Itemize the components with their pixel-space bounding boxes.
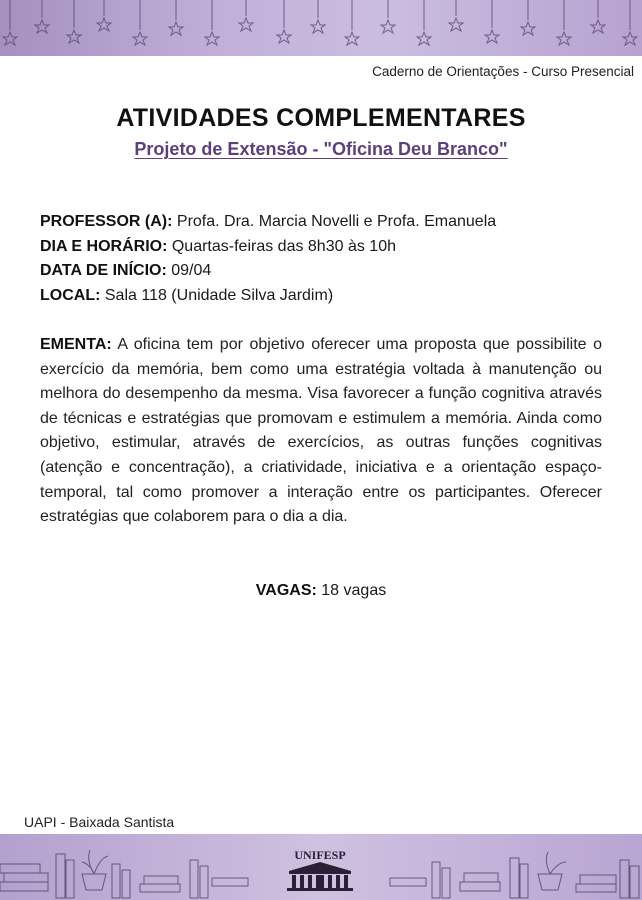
subtitle-text: Projeto de Extensão - "Oficina Deu Branco" [134,139,508,159]
location-label: LOCAL: [40,286,101,304]
vagas-label: VAGAS: [255,582,317,599]
start-date-value: 09/04 [166,262,212,279]
plant-pot-icon-right [538,852,566,890]
building-icon [287,862,353,891]
location-value: Sala 118 (Unidade Silva Jardim) [100,286,334,304]
book-stack-icon [0,854,74,898]
logo-text: UNIFESP [294,848,346,862]
hanging-stars-decoration [0,0,642,56]
professor-value: Profa. Dra. Marcia Novelli e Profa. Emanuela [172,213,497,230]
page-title: ATIVIDADES COMPLEMENTARES [116,104,526,132]
vagas-line [0,582,642,600]
schedule-label: DIA E HORÁRIO: [40,237,168,255]
unifesp-logo [275,846,365,894]
top-banner [0,0,642,56]
ementa-text: A oficina tem por objetivo oferecer uma proposta que possibilite o exercício da memória, bem como uma estratégia voltada à manutenção ou melhora do desempenho da mesma. Visa favorecer a função cognitiva através de técnicas e estratégias que promovam e estimulem a memória. Ainda como objetivo, estimular, através de exercícios, as outras funções cognitivas (atenção e concentração), a criatividade, iniciativa e a orientação espaço-temporal, tal como promover a interação entre os participantes. Oferecer estratégias que colaborem para o dia a dia. [40,336,602,526]
professor-label: PROFESSOR (A): [40,213,173,230]
footer-unit: UAPI - Baixada Santista [24,814,175,830]
plant-pot-icon [82,850,108,890]
course-info [40,210,605,308]
schedule-row [40,235,605,260]
start-date-label: DATA DE INÍCIO: [40,262,167,279]
schedule-value: Quartas-feiras das 8h30 às 10h [167,237,396,255]
location-row [40,284,605,309]
start-date-row [40,259,605,284]
ementa-paragraph [40,333,602,530]
professor-row [40,210,605,235]
header-caption: Caderno de Orientações - Curso Presencial [372,64,634,79]
vagas-value: 18 vagas [316,582,387,599]
page-subtitle [0,139,642,160]
ementa-label: EMENTA: [40,336,112,353]
